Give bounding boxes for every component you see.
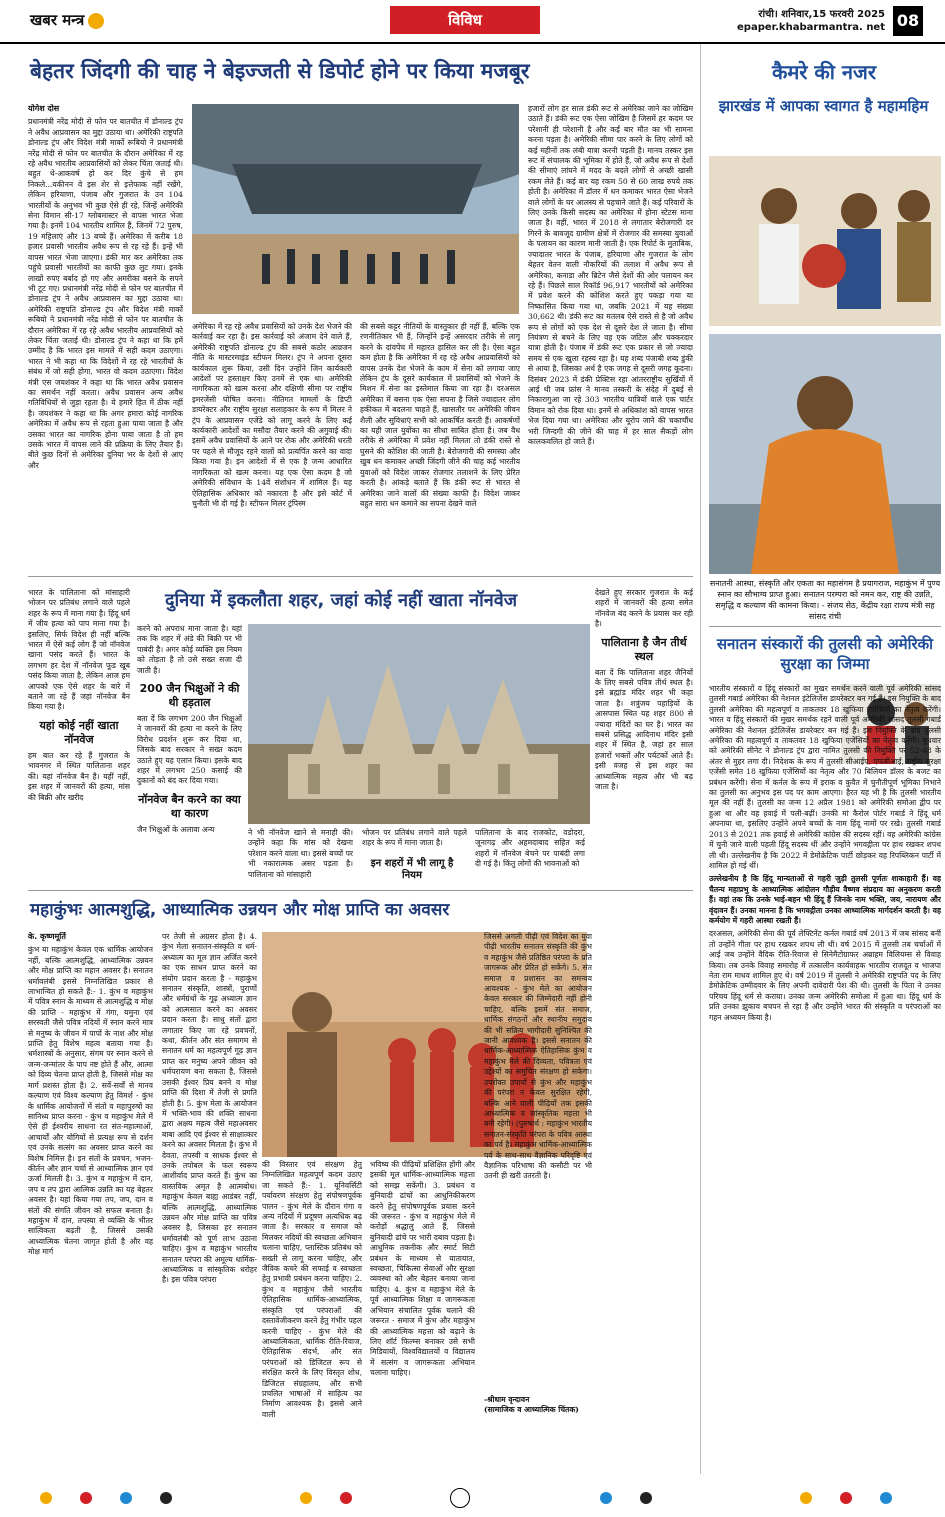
story1-col1 [28,104,183,569]
dateline [737,8,885,34]
sidebar-photo-2 [709,334,941,574]
page-number: 08 [893,6,923,36]
registration-dot [80,1492,92,1504]
story2-subhead-3: नॉनवेज बैन करने का क्या था कारण [138,792,241,820]
footer [0,1478,945,1517]
website: epaper.khabarmantra. net [737,22,885,33]
story1-headline: बेहतर जिंदगी की चाह ने बेइज्जती से डिपोर्ट होने पर किया मजबूर [30,59,530,83]
story2-col5: पालिताना के बाद राजकोट, वडोदरा, जूनागढ़ और अहमदाबाद सहित कई शहरों में नॉनवेज बेचने पर पाबंदी लगा दी गई है। किंतु लोगों की भावनाओं को [475,828,585,869]
story3-headline: महाकुंभः आत्मशुद्धि, आध्यात्मिक उन्नयन और मोक्ष प्राप्ति का अवसर [30,900,450,920]
sidebar-header: कैमरे की नजर [771,60,877,84]
registration-dot [120,1492,132,1504]
registration-dot [600,1492,612,1504]
registration-dot [800,1492,812,1504]
story2-headline: दुनिया में इकलौता शहर, जहां कोई नहीं खाता नॉनवेज [165,590,518,611]
sidebar-bold: उल्लेखनीय है कि हिंदू मान्यताओं से गहरी जुड़ी तुलसी पूर्णतः शाकाहारी हैं। वह चैतन्य महाप्रभु के आध्यात्मिक आंदोलन गौड़ीय वैष्णव संप्रदाय का अनुकरण करती हैं। वहां तक कि उनके भाई-बहन भी हिंदू हैं जिनके नाम भक्ति, जय, नारायण और वृंदावन हैं। उनका मानना है कि भगवद्गीता उनका आध्यात्मिक मार्गदर्शन करती है। वह कर्मयोग में गहरी आस्था रखती हैं। [709,874,941,925]
story3-signoff [484,1395,592,1450]
story2-photo [248,624,590,824]
registration-dot [840,1492,852,1504]
sidebar-text-1: भारतीय संस्कारों व हिंदू संस्कारों का मुखर समर्थन करने वाली पूर्व अमेरिकी सांसद तुलसी गबार्ड अमेरिका की नेशनल इंटेलिजेंस डायरेक्टर बन गई हैं। इस नियुक्ति के बाद तुलसी अमेरिका की महत्वपूर्ण व ताकतवर 18 खुफिया एजेंसियों का नेतृत्व करेंगी। भारत व हिंदू संस्कारों की मुखर समर्थक रहने वाली पूर्व अमेरिकी सांसद तुलसी गबार्ड अमेरिका की नेशनल इंटेलिजेंस डायरेक्टर बन गई हैं। इस नियुक्ति के बाद तुलसी अमेरिका की महत्वपूर्ण व ताकतवर 18 खुफिया एजेंसियों का नेतृत्व करेंगी। बुधवार को अमेरिकी सीनेट ने डोनाल्ड ट्रंप द्वारा नामित तुलसी की नियुक्ति पर 52-48 के अंतर से मुहर लगा दी। निदेशक के रूप में तुलसी सीआईए, एफबीआई, राष्ट्रीय सुरक्षा एजेंसी समेत 18 खुफिया एजेंसियों का नेतृत्व और 70 बिलियन डॉलर के बजट का प्रबंधन करेंगी। सेना में कर्नल के रूप में इराक व कुवैत में चुनौतीपूर्ण भूमिका निभाने का तुलसी का अनुभव इस पद पर काम आएगा। हैरत यह भी है कि तुलसी भारतीय मूल की नहीं हैं। तुलसी का जन्म 12 अप्रैल 1981 को अमेरिकी समोआ द्वीप पर हुआ था और वह हवाई में पली-बढ़ीं। उनकी मां कैरोल पोर्टर गबार्ड ने हिंदू धर्म अपनाया था, इसलिए उन्होंने अपने बच्चों के नाम हिंदू नामों पर रखे। तुलसी गबार्ड 2013 से 2021 तक हवाई से अमेरिकी कांग्रेस की सदस्य रहीं। वह अमेरिकी कांग्रेस में चुनी जाने वाली पहली हिंदू सदस्य थीं और उन्होंने भगवद्गीता पर हाथ रखकर शपथ ली थी। उल्लेखनीय है कि 2022 में डेमोक्रेटिक पार्टी छोड़कर वह रिपब्लिकन पार्टी में शामिल हो गई थीं। [709,684,941,870]
registration-dot [300,1492,312,1504]
sidebar-caption-2: सनातनी आस्था, संस्कृति और एकता का महासंगम है प्रयागराज, महाकुंभ में पुण्य स्नान का सौभाग्य प्राप्त हुआ। सनातन परम्परा को नमन कर, राष्ट्र की उन्नति, समृद्धि व कल्याण की कामना किया। - संजय सेठ, केंद्रीय रक्षा राज्य मंत्री सह सांसद रांची [709,579,941,621]
sidebar-photo-1 [709,156,941,326]
story3-col5 [484,932,592,1452]
story2-subhead-4: इन शहरों में भी लागू है नियम [370,858,454,881]
story2-col6 [595,588,693,883]
sidebar-headline-2: सनातन संस्कारों की तुलसी को अमेरिकी सुरक्षा का जिम्मा [716,635,934,673]
registration-dot [40,1492,52,1504]
story1-col1-text: प्रधानमंत्री नरेंद्र मोदी से फोन पर बातचीत में डोनाल्ड ट्रंप ने अवैध आप्रवासन का मुद्दा उठाया था। अमेरिकी राष्ट्रपति डोनाल्ड ट्रंप और विदेश मंत्री मार्को रूबियो ने प्रधानमंत्री नरेंद्र मोदी से फोन पर बातचीत के दौरान अमेरिका में रह रहे अवैध भारतीय आप्रवासियों को लेकर चिंता जताई थी। बहुत थे-आकवर्ष हो कर दिर कुंचे से हम निकले...यकीनन वे इस शेर से इत्तेफाक नहीं रखेंगे, लेकिन हरियाणा, पंजाब और गुजरात के उन 104 भारतीयों के अनुभव भी कुछ ऐसे ही रहे, जिन्हें अमेरिकी सेना विमान सी-17 ग्लोबमास्टर से वापस भारत भेजा गया है। इनमें 104 भारतीय शामिल हैं, जिनमें 72 पुरुष, 19 महिलाएं और 13 बच्चे हैं। अमेरिका में करीब 18 हजार प्रवासी भारतीय अवैध रूप से रह रहे हैं। इन्हें भी वापस भारत भेजा जाएगा। डंकी मार कर अमेरिका तक पहुंचे प्रवासी भारतीयों का काफी कुछ लुट गया। इनके लाखों रुपए बर्बाद हो गए और अमरीका बसने के सपने भी टूट गए। प्रधानमंत्री नरेंद्र मोदी से फोन पर बातचीत में डोनाल्ड ट्रंप ने अवैध आप्रवासन का मुद्दा उठाया था। अमेरिकी राष्ट्रपति डोनाल्ड ट्रंप और विदेश मंत्री मार्को रूबियो ने प्रधानमंत्री नरेंद्र मोदी से फोन पर बातचीत के दौरान अमेरिका में रह रहे अवैध भारतीय आप्रवासियों को लेकर चिंता जताई थी। डोनाल्ड ट्रंप ने कहा था कि हमें उम्मीद है कि भारत इस मामले में सही कदम उठाएगा। भारत ने भी कहा था कि विदेशों में रह रहे भारतीयों के संबंध में जो सही होगा, भारत वो कदम उठाएगा। विदेश मंत्री एस जयशंकर ने कहा था कि भारत अवैध प्रवासन का समर्थन नहीं करता। अवैध प्रवासन अन्य अवैध गतिविधियों से जुड़ा रहता है। ये हमारे हित में ठीक नहीं है। जयशंकर ने कहा था कि अगर हमारा कोई नागरिक अमेरिका में अवैध रूप से रहता हुआ पाया जाता है और उसका भारत का नागरिक होना पाया जाता है तो हम उसके भारत में वापस लाने की प्रक्रिया के लिए तैयार हैं। बीते कुछ दिनों से अमेरिका दुनिया भर के देशों से आए और [28,117,183,470]
story3-tag: (सामाजिक व आध्यात्मिक चिंतक) [484,1405,579,1415]
brand-logo-icon [88,13,104,29]
story3-col1-text: कुंभ या महाकुंभ केवल एक धार्मिक आयोजन नहीं, बल्कि आत्मशुद्धि, आध्यात्मिक उन्नयन और मोक्ष प्राप्ति का महान अवसर है। सनातन धर्मावलंबी इससे निम्नलिखित प्रकार से लाभान्वित हो सकते हैं:- 1. कुंभ व महाकुंभ में पवित्र स्नान के माध्यम से आत्मशुद्धि व मोक्ष की प्राप्ति - महाकुंभ में गंगा, यमुना एवं सरस्वती जैसे पवित्र नदियों में स्नान करने मात्र से मनुष्य के जीवन में पापों के नाश और मोक्ष प्राप्ति हेतु विशेष महत्व बताया गया है। धर्मशास्त्रों के अनुसार, संगम पर स्नान करने से जन्म-जन्मांतर के पाप नष्ट होते हैं और, आत्मा को दिव्य चेतना प्राप्त होती है, जिससे मोक्ष का मार्ग प्रशस्त होता है। 2. सर्वे-सर्वों से मानव कल्याण एवं विश्व कल्याण हेतु विमर्श - कुंभ के धार्मिक आयोजनों में संतों व महापुरुषों का सानिध्य प्राप्त करना - कुंभ व महाकुंभ मेले में ऐसे ही ईश्वरीय साधना रत संत-महात्माओं, आचार्यों और योगियों से प्रत्यक्ष रूप से दर्शन एवं उनके सत्संग का अवसर प्राप्त करने का विशेष निमित्त है। इन संतों के प्रवचन, भजन-कीर्तन और ज्ञान चर्चा से आध्यात्मिक ज्ञान एवं ऊर्जा मिलती है। 3. कुंभ व महाकुंभ में दान, जप व तप द्वारा आत्मिक उन्नति का यह बेहतर अवसर है। यहां किया गया तप, जप, दान व संतों की संगति जीवन को सफल बनाता है। महाकुंभ में दान, तपस्या से व्यक्ति के भीतर सात्विकता बढ़ती है, जिससे उसकी आध्यात्मिक चेतना जागृत होती है और वह मोक्ष मार्ग [28,945,153,1257]
story2-col6b-text: बता दें कि पालिताना शहर जैनियों के लिए सबसे पवित्र तीर्थ स्थल है। इसे ब्रह्मांड मंदिर शहर भी कहा जाता है। शत्रुंजय पहाड़ियों के आसपास स्थित यह शहर 800 से ज्यादा मंदिरों का घर है। भारत का सबसे प्रसिद्ध आदिनाथ मंदिर इसी शहर में स्थित है, जहां हर साल हजारों भक्तों और पर्यटकों आते हैं। इसी वजह से इस शहर का आध्यात्मिक महत्व और भी बढ़ जाता है। [595,667,693,792]
divider [28,890,693,891]
story2-subhead-1: यहां कोई नहीं खाता नॉनवेज [39,718,119,746]
story2-subhead-5: पालिताना है जैन तीर्थ स्थल [601,635,687,663]
story1-col4: हजारों लोग हर साल डंकी रूट से अमेरिका जाने का जोखिम उठाते हैं। डंकी रूट एक ऐसा जोखिम है जिसमें हर कदम पर परेशानी ही परेशानी है और कई बार मौत का भी सामना करना पड़ता है। अमेरिकी सीमा पार करने के लिए लोगों को कई महीनों तक लंबी यात्रा करनी पड़ती है। मानव तस्कर इस रूट में संचालक की भूमिका में होते हैं, जो अवैध रूप से देशों की सीमाएं लांघने में मदद के बदले लोगों से अच्छी खासी रकम लेते हैं। कई बार यह रकम 50 से 60 लाख रुपये तक होती है। अमेरिका में डॉलर में धन कमाकर भारत ऐसा भेजने वाले लोगों के घर आलस्य से पहचाने जाते हैं। कई परिवारों के लिए उनके किसी सदस्य का अमेरिका में होना स्टेटस माना जाता है। वहीं, भारत में 2018 से लगातार बेरोजगारी दर गिरने के बावजूद ग्रामीण क्षेत्रों में रोजगार की समस्या युवाओं के पलायन का कारण मानी जाती है। एक रिपोर्ट के मुताबिक, ज्यादातर भारत के पंजाब, हरियाणा और गुजरात के लोग बेहतर वेतन वाली नौकरियों की तलाश में अवैध रूप से अमेरिका, कनाडा और ब्रिटेन जैसे देशों की ओर पलायन कर रहे हैं। पिछले साल रिकॉर्ड 96,917 भारतीयों को अमेरिका में प्रवेश करने की कोशिश करते हुए पकड़ा गया या निष्कासित किया गया था, जबकि 2021 में यह संख्या 30,662 थी। डंकी रूट का मतलब ऐसे रास्ते से है जो अवैध रूप से लोगों को एक देश से दूसरे देश ले जाता है। सीमा नियंत्रण से बचने के लिए वह एक जटिल और चक्करदार यात्रा होती है। पंजाब में डंकी रूट एक प्रकार से जो ज्यादा समय से एक खुला रहस्य रहा है। यह शब्द पंजाबी शब्द डुंकी से आया है, जिसका अर्थ है एक जगह से दूसरी जगह कूदना। दिसंबर 2023 में डंकी प्रेक्टिस रहा आंतरराष्ट्रीय सुर्खियों में आई थी जब फ्रांस ने मानव तस्करी के संदेह में दुबई से निकारागुआ जा रहे 303 भारतीय यात्रियों वाले एक चार्टर विमान को रोक दिया था। इनमें से अधिकांश को वापस भारत भेज दिया गया था। अमेरिका और यूरोप जाने की चकाचौंध भरी जिन्दगी की जीने की चाह में हर साल सैकड़ों लोग कालकवलित हो जाते हैं। [528,104,693,446]
story1-photo [192,104,519,314]
story2-subhead-2: 200 जैन भिक्षुओं ने की थी हड़ताल [139,682,240,710]
registration-dot [340,1492,352,1504]
story2-col1b-text: हम बात कर रहे हैं गुजरात के भावनगर में स्थित पालिताना शहर की। यहां नॉनवेज बैन है। यहीं नहीं, इस शहर में जानवरों की हत्या, मांस की बिक्री और खरीद [28,750,130,802]
date: रांची। शनिवार,15 फरवरी 2025 [758,9,885,20]
section-label: विविध [390,6,540,34]
story3-col5-text: जिससे अगली पीढ़ी एवं विदेश का युवा पीढ़ी भारतीय सनातन संस्कृति की कुंभ व महाकुंभ जैसे प्रतिष्ठित परंपरा के प्रति जागरूक और प्रेरित हो सकेंगे। 5. संत समाज व प्रशासन का समन्वय आवश्यक - कुंभ मेले का आयोजन केवल सरकार की जिम्मेदारी नहीं होनी चाहिए, बल्कि इसमें संत समाज, धार्मिक संगठनों और स्थानीय समुदाय की भी सक्रिय भागीदारी सुनिश्चित की जानी आवश्यक है। इससे सनातन की धार्मिक-आध्यात्मिक ऐतिहासिक कुंभ व महाकुंभ मेले की दिव्यता, पवित्रता एवं उद्देश्यों का समुचित संरक्षण हो सकेगा। उपरोक्त उपायों से कुंभ और महाकुंभ की परंपरा न केवल सुरक्षित रहेगी, बल्कि आने वाली पीढ़ियों तक इसकी आध्यात्मिक व सांस्कृतिक महत्ता भी बनी रहेगी। (पुरुषार्थ : महाकुंभ भारतीय सनातन-संस्कृति परंपरा के पवित्र आस्था का पर्व है। महाकुंभ धार्मिक-आध्यात्मिक पर्व के साथ-साथ वैज्ञानिक परिदृष्टि एवं वैज्ञानिक परिभाषा की कसौटी पर भी उतनी ही खरी उतरती है। [484,932,592,1181]
story1-col2: अमेरिका में रह रहे अवैध प्रवासियों को उनके देश भेजने की कार्रवाई कर रहा है। इस कार्रवाई को अंजाम देने वाले हैं, अमेरिकी राष्ट्रपति डोनाल्ड ट्रंप की सबसे कठोर आव्रजन नीति के मास्टरमाइंड स्टीफन मिलर। ट्रंप ने अपना दूसरा कार्यकाल शुरू किया, उसी दिन उन्होंने जिन कार्यकारी आदेशों पर हस्ताक्षर किए उनमें से एक था। अमेरिकी नागरिकता को खत्म करना और दक्षिणी सीमा पर राष्ट्रीय इमरजेंसी घोषित करना। नीतिगत मामलों के डिप्टी डायरेक्टर और राष्ट्रीय सुरक्षा सलाहकार के रूप में मिलर ने ट्रंप के आप्रवासन एजेंडे को लागू करने के लिए कई कार्यकारी आदेशों का मसौदा तैयार करने की अगुवाई की। इसमें अवैध प्रवासियों के आने पर रोक और अमेरिकी धरती पर पहले से मौजूद रहने वालों को प्रत्यर्पित करने का वादा किया गया है। इन आदेशों में से एक है जन्म आधारित नागरिकता को खत्म करना। यह एक ऐसा कदम है जो अमेरिकी संविधान के 14वें संशोधन में शामिल हैं। यह ऐतिहासिक अधिकार को नकारता है और इसे कोर्ट में चुनौती भी दी गई है। स्टीफन मिलर ट्रंपिस्म [192,322,352,508]
divider [709,626,941,627]
divider [28,576,693,577]
sidebar-headline-1: झारखंड में आपका स्वागत है महामहिम [718,97,929,115]
masthead [0,0,945,44]
brand [30,10,104,30]
story2-col3: ने भी नॉनवेज खाने से मनाही की। उन्होंने कहा कि मांस को देखना परेशान करने वाला था। इससे बच्चों पर भी नकारात्मक असर पड़ता है। पालिताना को मांसाहारी [248,828,353,879]
story3-sign: -श्रीधाम वृन्दावन [484,1395,530,1404]
story2-col1-text: भारत के पालिताना को मांसाहारी भोजन पर प्रतिबंध लगाने वाले पहले शहर के रूप में माना गया है। हिंदू धर्म में जीव हत्या को पाप माना गया है। इसलिए, सिर्फ विदेश ही नहीं बल्कि भारत में ऐसे कई लोग हैं जो नॉनवेज खाना पसंद करते हैं। भारत के लगभग हर देश में नॉनवेज फूड खूब पसंद किया जाता है, लेकिन आज हम आपको एक ऐसे शहर के बारे में बताने जा रहे हैं जहां नॉनवेज बैन किया गया है। [28,588,130,712]
registration-dot [640,1492,652,1504]
story2-col6-text: देखते हुए सरकार गुजरात के कई शहरों में जानवरों की हत्या समेत नॉनवेज बंद करने के प्रयास कर रही है। [595,588,693,629]
story2-col2-text: करने को अपराध माना जाता है। यहां तक कि शहर में अंडे की बिक्री पर भी पाबंदी है। अगर कोई व्यक्ति इस नियम को तोड़ता है तो उसे सख्त सजा दी जाती है। [137,624,242,675]
brand-name: खबर मन्त्र [30,11,85,29]
story3-col1 [28,932,153,1452]
story2-col2b-text: बता दें कि लगभग 200 जैन भिक्षुओं ने जानवरों की हत्या ना करने के लिए विरोध प्रदर्शन शुरू कर दिया था, जिसके बाद सरकार ने सख्त कदम उठाते हुए यह एलान किया। इसके बाद शहर में लगभग 250 कसाई की दुकानों को बंद कर दिया गया। [137,714,242,786]
registration-dot [880,1492,892,1504]
registration-dot [160,1492,172,1504]
story2-col1 [28,588,130,883]
story2-col2c-text: जैन भिक्षुओं के अलावा अन्य [137,824,215,834]
story2-col2 [137,624,242,884]
story1-byline: योगेश दोस [28,104,60,113]
story3-col4: भविष्य की पीढ़ियों प्रशिक्षित होंगी और इसकी मूल धार्मिक-आध्यात्मिक महत्ता को समझ सकेंगी। 3. प्रबंधन व बुनियादी ढांचों का आधुनिकीकरण करने हेतु संपोषणपूर्वक प्रयास करने की जरूरत - कुंभ व महाकुंभ मेले में करोड़ों श्रद्धालु आते हैं, जिससे बुनियादी ढांचे पर भारी दबाव पड़ता है। आधुनिक तकनीक और स्मार्ट सिटी प्रबंधन के माध्यम से यातायात, स्वच्छता, चिकित्सा सेवाओं और सुरक्षा व्यवस्था को और बेहतर बनाया जाना चाहिए। 4. कुंभ व महाकुंभ मेले के पूर्व आध्यात्मिक शिक्षा व जागरूकता अभियान संचालित पूर्वक चलाने की जरूरत - समाज में कुंभ और महाकुंभ की आध्यात्मिक महत्ता को बढ़ाने के लिए शॉर्ट फिल्म्स बनाकर उसे सभी मिडियायों, विश्वविद्यालयों व विद्यालय में सत्संग व जागरूकता अभियान चलाना चाहिए। [370,1160,475,1378]
sidebar [700,44,945,1474]
story3-col3: की विस्तार एवं संरक्षण हेतु निम्नलिखित महत्वपूर्ण कदम उठाए जा सकते हैं:- 1. यूनिवर्सिटी पर्यावरण संरक्षण हेतु संपोषणपूर्वक पालन - कुंभ मेले के दौरान गंगा व अन्य नदियों में प्रदूषण अत्यधिक बढ़ जाता है। सरकार व समाज को मिलकर नदियों की स्वच्छता अभियान चलाना चाहिए, प्लास्टिक प्रतिबंध को सख्ती से लागू करना चाहिए, और जैविक कचरे की सफाई व स्वच्छता हेतु प्रभावी प्रबंधन करना चाहिए। 2. कुंभ व महाकुंभ जैसे भारतीय ऐतिहासिक धार्मिक-आध्यात्मिक, संस्कृति एवं परंपराओं की दस्तावेजीकरण करने हेतु गंभीर पहल करनी चाहिए - कुंभ मेले की आध्यात्मिकता, धार्मिक रीति-रिवाज, ऐतिहासिक संदर्भ, और संत परंपराओं को डिजिटल रूप से संरक्षित करने के लिए विस्तृत शोध, डिजिटल संग्रहालय, और सभी प्रचलित भाषाओं में साहित्य का निर्माण आवश्यक है। इससे आने वाली [262,1160,362,1419]
sidebar-text [709,684,941,1474]
story2-col4-text: भोजन पर प्रतिबंध लगाने वाले पहले शहर के रूप में माना जाता है। [362,828,467,848]
story3-byline: के. कृष्णमूर्ति [28,932,66,941]
sidebar-text-2: दरअसल, अमेरिकी सेना की पूर्व लेफ्टिनेंट कर्नल गबार्ड वर्ष 2013 में जब सांसद बनीं तो उन्होंने गीता पर हाथ रखकर शपथ ली थी। वर्ष 2015 में तुलसी तब चर्चाओं में आईं जब उन्होंने वैदिक रीति-रिवाज से सिनेमैटोग्राफर अब्राहम विलियम्स से विवाह किया। तब उनके विवाह समारोह में तत्कालीन कार्यवाहक भारतीय राजदूत व भाजपा नेता राम माधव शामिल हुए थे। वर्ष 2019 में तुलसी ने अमेरिकी राष्ट्रपति पद के लिए डेमोक्रेटिक उम्मीदवार के लिए अपनी दावेदारी पेश की थी। तुलसी के पिता ने उनका परिचय हिंदू धर्म से कराया। उनका जन्म अमेरिकी समोआ में हुआ था। हिंदू धर्म के प्रति उनका झुकाव बचपन से रहा है और उन्होंने भारत की संस्कृति व परंपराओं का गहन अध्ययन किया है। [709,929,941,1022]
crosshair-icon [450,1488,470,1508]
story1-col3: की सबसे कट्टर नीतियों के वास्तुकार ही नहीं हैं, बल्कि एक रणनीतिकार भी हैं, जिन्होंने इन्हें असरदार तरीके से लागू करने के दांवपेंच में महारत हासिल कर ली है। ऐसा बहुत कम होता है कि अमेरिका में रह रहे अवैध आप्रवासियों को वापस उनके देश भेजने के काम में सेना को लगाया जाए लेकिन ट्रंप के दूसरे कार्यकाल में प्रवासियों को भेजने के मिशन में सेना का इस्तेमाल किया जा रहा है। दरअसल अमेरिका में बसना एक ऐसा सपना है जिसे ज्यादातर लोग हकीकत में बदलना चाहते हैं, खासतौर पर अमेरिकी जीवन शैली और सुविधाएं सभी को आकर्षित करती हैं। आकर्षणों का यही जाल युवोंका का सीधा साबित होता है। जब वैध तरीके से अमेरिका में प्रवेश नहीं मिलता तो डंकी रास्ते से घुसने की कोशिश की जाती है। बेरोजगारी की समस्या और खुब धन कमाकर अच्छी जिंदगी जीने की चाह कई भारतीय युवाओं को विदेश जाकर रोजगार तलाशने के लिए प्रेरित करती है। आंकड़े बताते हैं कि डंकी रूट से भारत से अमेरिका जाने वालों की संख्या काफी है। विदेश जाकर बहुत सारा धन कमाने का सपना देखने वाले [360,322,520,508]
story3-col2: पर तेजी से अग्रसर होता है। 4. कुंभ मेला सनातन-संस्कृति व धर्म-अध्यात्म का मूल ज्ञान अर्जित करने का एक साधन प्राप्त करने का संयोग प्रदान करता है - महाकुंभ सनातन संस्कृति, शास्त्रों, पुराणों और धर्मग्रंथों के गूढ़ अध्यात्म ज्ञान को आत्मसात करने का अवसर प्रदान करता है। साधु संतों द्वारा लगातार किए जा रहे प्रवचनों, कथा, कीर्तन और संत समागम से सनातन धर्म का महत्वपूर्ण गूढ़ ज्ञान प्राप्त कर मनुष्य अपने जीवन को धर्मपरायण बना सकता है, जिससे उसकी ईश्वर प्रिय बनने व मोक्ष प्राप्ति की दिशा में तेजी से प्रगति होती है। 5. कुंभ मेला के आयोजन में भक्ति-भाव की शक्ति साधना द्वारा अक्षय महत्व जैसे महाअवसर बाबा आदि एवं ईश्वर से साक्षात्कार करने का अवसर मिलता है। कुंभ में देवता, तपस्वी व साधक ईश्वर से उनके तपोबल के फल स्वरूप आशीर्वाद प्राप्त करते हैं। कुंभ का वास्तविक अमृत है आत्मबोध। महाकुंभ केवल बाह्य आडंबर नहीं, बल्कि आत्मशुद्धि, आध्यात्मिक उन्नयन और मोक्ष प्राप्ति का पवित्र अवसर है, जिसका हर सनातन धर्मावलंबी को पूर्ण लाभ उठाना चाहिए। कुंभ व महाकुंभ भारतीय सनातन परंपरा की अमूल्य धार्मिक-आध्यात्मिक व सांस्कृतिक धरोहर है। इस पवित्र परंपरा [162,932,257,1285]
